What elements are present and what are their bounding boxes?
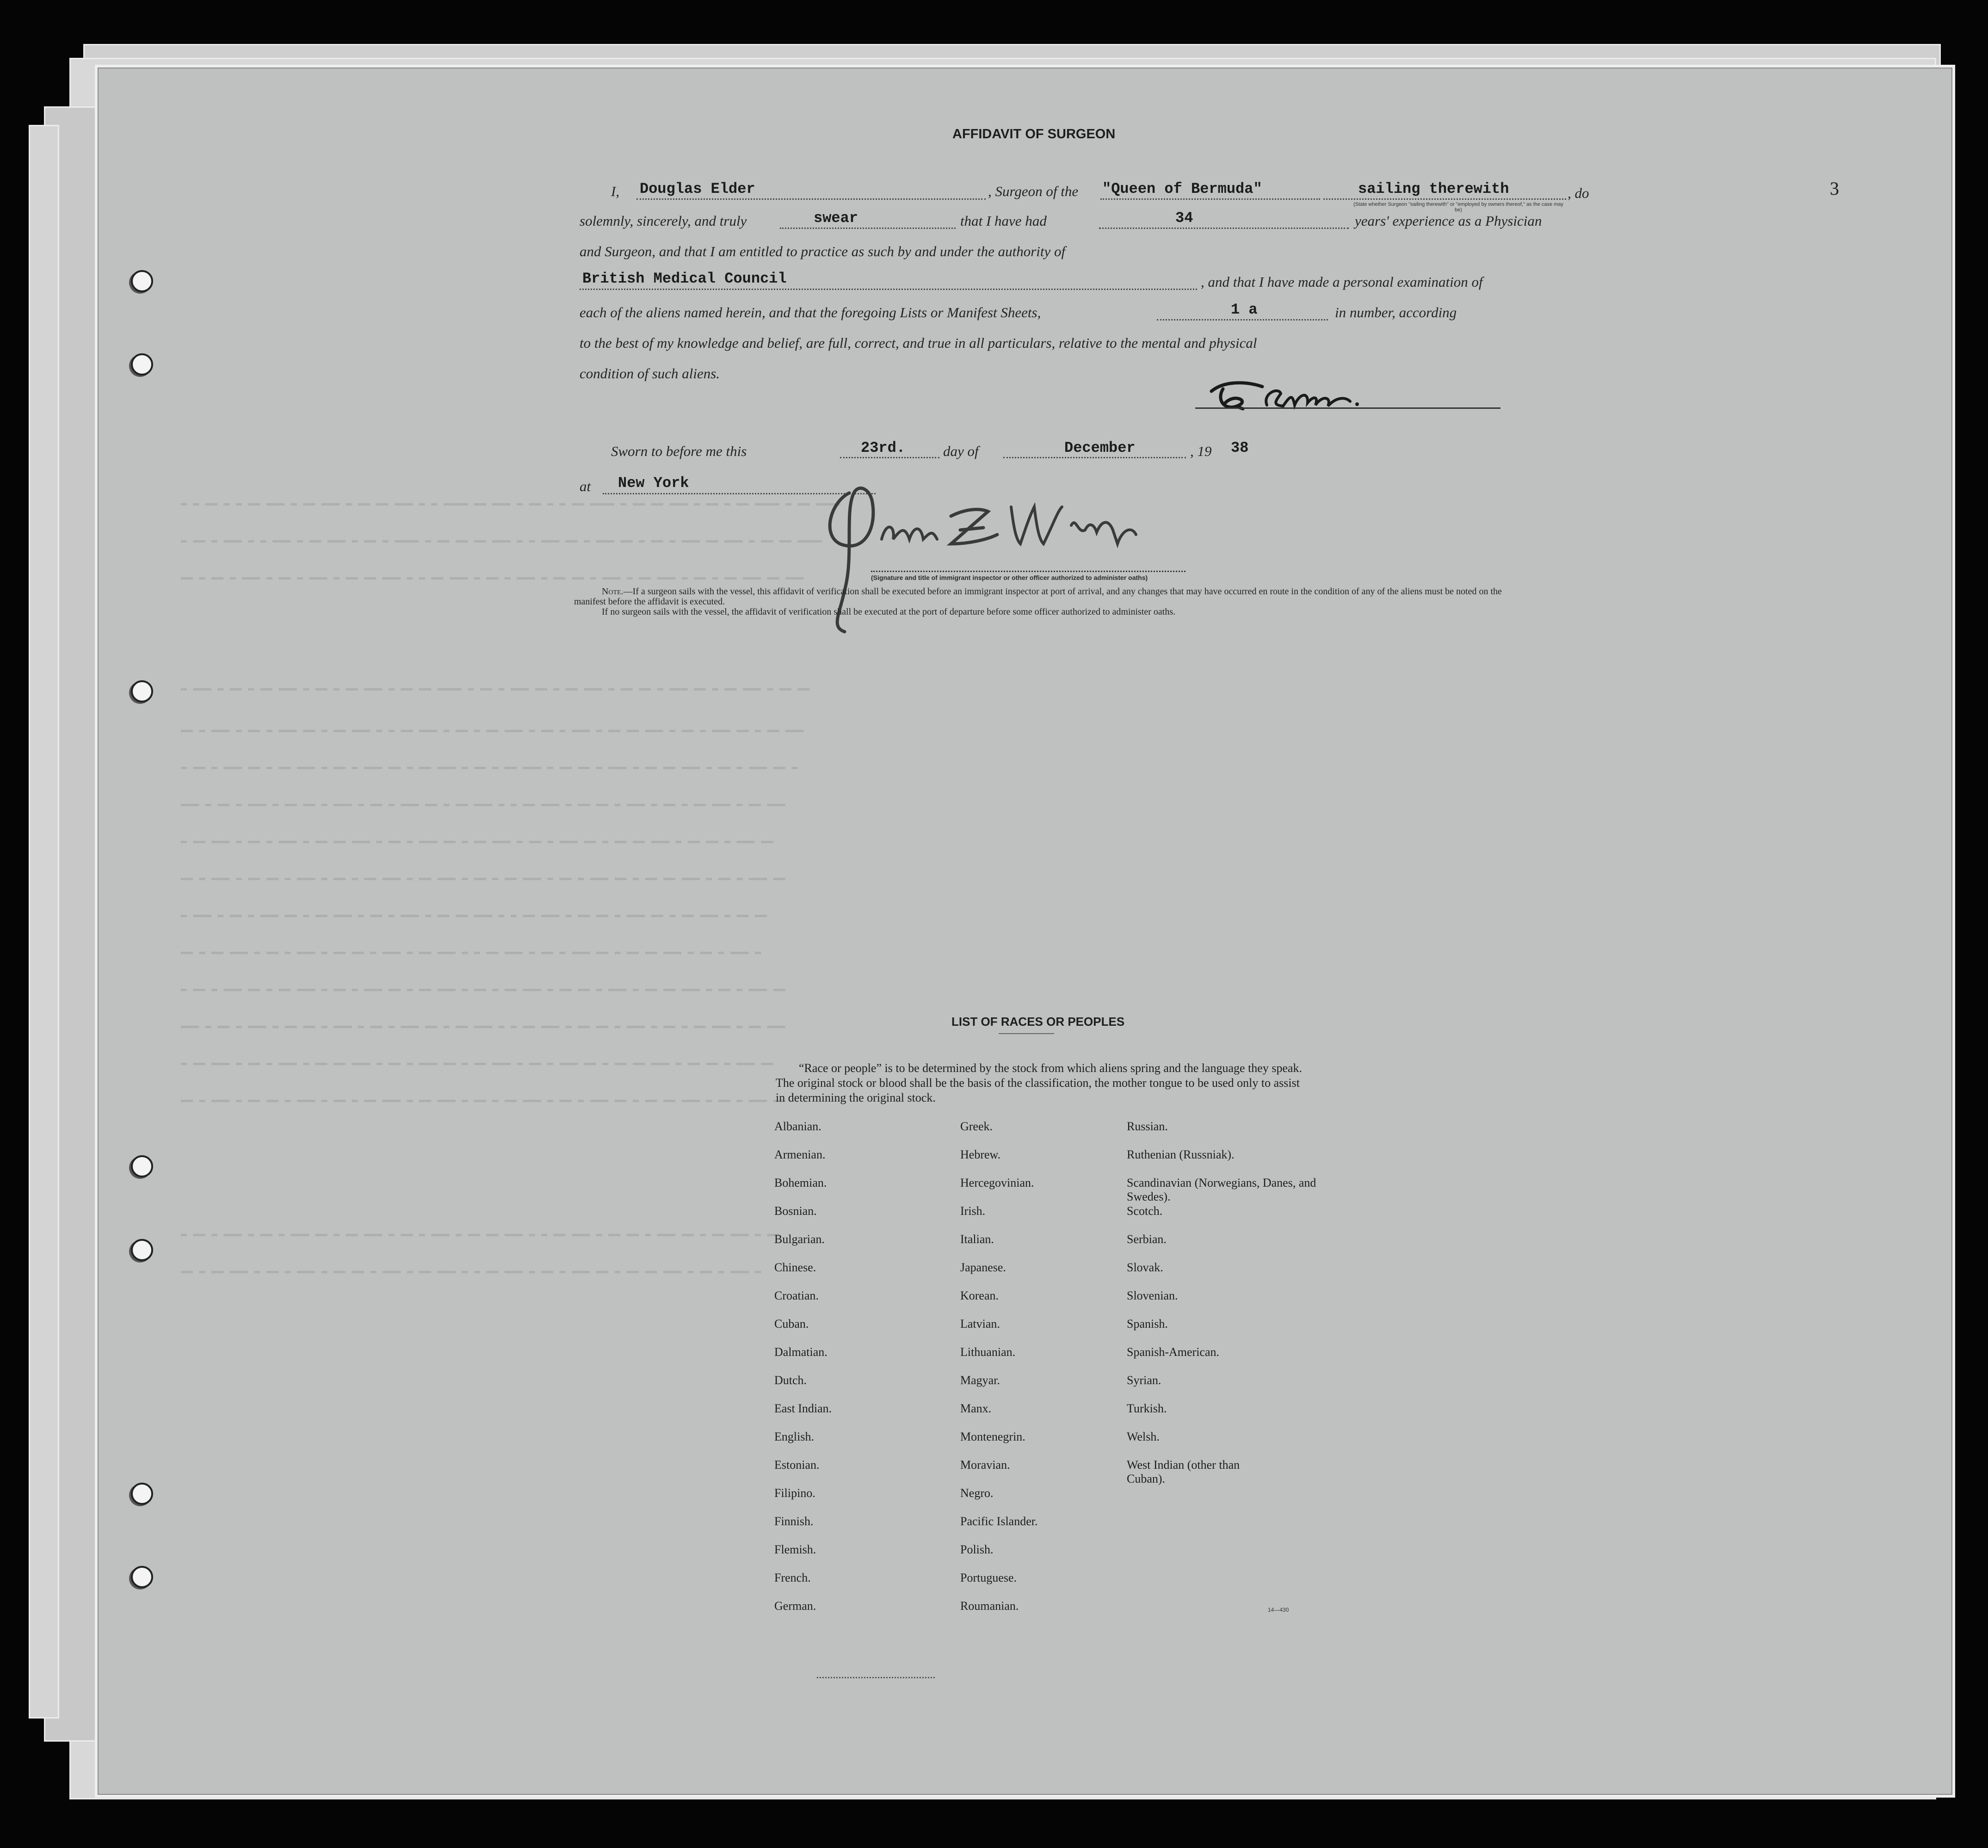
- sworn-text-b: day of: [943, 443, 979, 459]
- races-title-underline: [999, 1033, 1054, 1034]
- race-item: Chinese.: [774, 1261, 816, 1274]
- race-item: Dutch.: [774, 1374, 807, 1387]
- race-item: Dalmatian.: [774, 1345, 827, 1359]
- sworn-text-c: , 19: [1190, 443, 1212, 459]
- affidavit-note: [574, 586, 1531, 617]
- race-item: Serbian.: [1127, 1232, 1167, 1246]
- race-item: Ruthenian (Russniak).: [1127, 1148, 1235, 1161]
- race-item: Hebrew.: [960, 1148, 1001, 1161]
- race-item: Finnish.: [774, 1515, 814, 1528]
- race-item: Latvian.: [960, 1317, 1000, 1331]
- sworn-text-a: Sworn to before me this: [611, 443, 747, 459]
- race-item: Pacific Islander.: [960, 1515, 1038, 1528]
- race-item: Russian.: [1127, 1120, 1168, 1133]
- race-item: Flemish.: [774, 1543, 816, 1556]
- race-item: Turkish.: [1127, 1402, 1167, 1415]
- oath-line: [780, 228, 956, 229]
- affidavit-line2-b: that I have had: [960, 213, 1047, 229]
- form-number: 14—430: [1268, 1607, 1289, 1613]
- race-item: Polish.: [960, 1543, 994, 1556]
- race-item: Lithuanian.: [960, 1345, 1016, 1359]
- surgeon-signature-text: [1245, 387, 1310, 405]
- race-item: Hercegovinian.: [960, 1176, 1034, 1189]
- affidavit-line3: and Surgeon, and that I am entitled to practice as such by and under the authority of: [580, 243, 1066, 259]
- sworn-month[interactable]: December: [1064, 439, 1136, 456]
- race-item: Estonian.: [774, 1458, 820, 1472]
- race-item: Filipino.: [774, 1486, 815, 1500]
- race-item: Magyar.: [960, 1374, 1000, 1387]
- at-label: at: [580, 478, 591, 494]
- binder-hole: [131, 353, 153, 376]
- race-item: Korean.: [960, 1289, 999, 1302]
- surgeon-status[interactable]: sailing therewith: [1358, 180, 1509, 197]
- races-intro: “Race or people” is to be determined by the stock from which aliens spring and the language they speak. The original stock or blood shall be the basis of the classification, the mother tongue to be used only to assist in determining the original stock.: [776, 1061, 1303, 1104]
- affidavit-line2-a: solemnly, sincerely, and truly: [580, 213, 747, 229]
- sworn-place[interactable]: New York: [618, 474, 689, 492]
- race-item: Albanian.: [774, 1120, 821, 1133]
- affidavit-title: AFFIDAVIT OF SURGEON: [952, 127, 1116, 142]
- sworn-day[interactable]: 23rd.: [861, 439, 906, 456]
- affidavit-line6: to the best of my knowledge and belief, are full, correct, and true in all particulars, relative to the mental and physical: [580, 335, 1257, 351]
- affidavit-line4: , and that I have made a personal examination of: [1201, 274, 1483, 290]
- binder-hole: [131, 1483, 153, 1505]
- race-item: Welsh.: [1127, 1430, 1160, 1443]
- race-item: Croatian.: [774, 1289, 819, 1302]
- bottom-dotted-rule: [817, 1677, 935, 1678]
- manifest-sheet: ▬ ▬ ▬▬ ▬ ▬ ▬▬ ▬▬▬ ▬ ▬▬ ▬▬▬ ▬ ▬▬ ▬▬ ▬▬▬ ▬ ▬ ▬▬▬▬ ▬▬ ▬▬▬ ▬ ▬▬ ▬ ▬ ▬▬ ▬▬▬▬ ▬ ▬▬ ▬▬ ▬▬▬ ▬ ▬▬ ▬ ▬▬ ▬▬▬▬ ▬ ▬▬ ▬▬▬▬ ▬ ▬▬ ▬ ▬▬▬ ▬ ▬ ▬▬▬ ▬ ▬▬ ▬▬▬ ▬ ▬▬ ▬ ▬▬▬▬ ▬ ▬▬ ▬▬ ▬▬ ▬▬▬ ▬ ▬ ▬▬▬ ▬▬ ▬ ▬▬▬ ▬▬ ▬ ▬▬ ▬ ▬▬▬ ▬▬ ▬▬▬ ▬ ▬▬ ▬▬ ▬▬▬▬ ▬▬ ▬ ▬▬ ▬ ▬▬▬ ▬ ▬▬ ▬ ▬▬▬ ▬ ▬▬ ▬▬ ▬▬▬ ▬ ▬ ▬▬ ▬▬▬ ▬ ▬▬ ▬ ▬▬▬ ▬ ▬▬ ▬▬ ▬ ▬▬▬ ▬ ▬▬ ▬▬▬ ▬ ▬▬ ▬ ▬▬ ▬▬▬ ▬▬ ▬▬▬ ▬ ▬▬▬ ▬ ▬▬ ▬ ▬▬ ▬▬▬ ▬ ▬▬ ▬ ▬▬ ▬▬▬ ▬ ▬▬ ▬▬ ▬▬▬▬ ▬ ▬▬ ▬ ▬▬▬ ▬▬ ▬ ▬▬ ▬▬▬ ▬ ▬▬ ▬▬ ▬ ▬▬▬ ▬▬ ▬ ▬▬ ▬▬▬ ▬ ▬▬ ▬▬ ▬▬ ▬ ▬▬▬ ▬ ▬▬ ▬ ▬▬▬ ▬▬ ▬ ▬▬ ▬▬▬ ▬ ▬ ▬▬ ▬▬▬ ▬ ▬▬ ▬ ▬▬ ▬▬▬ ▬ ▬▬ ▬ ▬▬▬ ▬ ▬▬ ▬▬ ▬▬▬ ▬ ▬▬ ▬ ▬▬▬ ▬▬ ▬ ▬▬ ▬▬▬ ▬ ▬▬ ▬ ▬▬▬ ▬▬ ▬ ▬▬ ▬▬▬ ▬ ▬▬ ▬ ▬▬▬ ▬▬ ▬ ▬▬ ▬▬▬ ▬ ▬▬ ▬ ▬▬ ▬▬▬ ▬ ▬▬ ▬▬ ▬ ▬▬▬ ▬ ▬▬ ▬▬ ▬▬▬ ▬ ▬▬ ▬ ▬▬▬ ▬▬ ▬ ▬▬▬ ▬ ▬▬ ▬ ▬▬▬ ▬ ▬▬ ▬▬ ▬ ▬▬▬ ▬ ▬▬ ▬ ▬▬▬ ▬▬ ▬ ▬▬ ▬▬▬ ▬ ▬ ▬▬ ▬▬▬ ▬ ▬▬ ▬▬ ▬ ▬▬▬ ▬ ▬▬ ▬ ▬▬ ▬▬▬ ▬ ▬▬ ▬▬▬ ▬ ▬▬ ▬▬▬ ▬ ▬▬ ▬ ▬▬▬ ▬ ▬▬ ▬▬ ▬▬▬ ▬ ▬▬ ▬ ▬▬▬ ▬▬ ▬ ▬▬ ▬▬▬ ▬ ▬▬ ▬ ▬▬▬ ▬▬ ▬ ▬▬ ▬▬ ▬▬▬ ▬ ▬▬ ▬▬ ▬ ▬▬▬ ▬▬ ▬▬ ▬ ▬▬▬ ▬ ▬▬ ▬▬ ▬ ▬▬▬ ▬ ▬▬ ▬ ▬▬ ▬▬▬ ▬ ▬▬ ▬▬▬ ▬ ▬▬ ▬ ▬▬ ▬▬▬ ▬ ▬▬ ▬ ▬▬▬ ▬▬ ▬ ▬▬ ▬▬ ▬▬▬ ▬ ▬▬ ▬ ▬▬▬ ▬▬ ▬ ▬▬▬ ▬ ▬▬ ▬ ▬▬▬ ▬▬ ▬ ▬▬ ▬▬▬ ▬ ▬▬ ▬ ▬▬▬ ▬ ▬▬ ▬▬ ▬▬▬ ▬ ▬ ▬▬ ▬▬▬ ▬ ▬▬ ▬▬ ▬ ▬▬▬ ▬▬ ▬ ▬▬ ▬▬▬ ▬ ▬▬ ▬▬ ▬▬ ▬ ▬▬ ▬▬▬ ▬ ▬▬ ▬ ▬▬▬ ▬ ▬▬ ▬▬ ▬ ▬▬▬ ▬ ▬▬ ▬▬▬ ▬ ▬ ▬▬ ▬▬▬ ▬ ▬▬ ▬ ▬▬▬ ▬▬ ▬ ▬▬ ▬▬ ▬▬▬ ▬ ▬▬ ▬ ▬▬▬ ▬ ▬ ▬▬ ▬ ▬▬▬ ▬▬ ▬ ▬▬ ▬▬▬ ▬ ▬▬ ▬ ▬▬▬ ▬▬ ▬ ▬▬ ▬▬▬ ▬ ▬▬ ▬ ▬▬ ▬▬▬ ▬ ▬▬ ▬▬ ▬ ▬▬▬ ▬ ▬▬ ▬▬ ▬▬▬ ▬ ▬▬ ▬ ▬▬▬ ▬▬ ▬▬▬ ▬ ▬▬ ▬ ▬▬▬ ▬ ▬▬ ▬▬ ▬ ▬▬▬ ▬ ▬▬ ▬ ▬▬▬ ▬▬ ▬ ▬▬ ▬▬▬ ▬ ▬ ▬▬ ▬▬▬ ▬ ▬▬ ▬▬ ▬ ▬▬▬ ▬ ▬▬ ▬ ▬▬ ▬▬▬ ▬ ▬▬ ▬▬▬ ▬ ▬▬ ▬▬▬ ▬ ▬▬ ▬ ▬▬▬ ▬ ▬▬ ▬▬ ▬▬▬ ▬ ▬▬ ▬ ▬▬▬ ▬▬ ▬ ▬▬ ▬▬▬ ▬ ▬▬ ▬ ▬▬▬ ▬▬ ▬ ▬▬ ▬▬ ▬▬▬ ▬ ▬▬ ▬▬ ▬ ▬▬▬ ▬▬ ▬▬ ▬ ▬▬▬ ▬ ▬▬ ▬▬ ▬ ▬▬▬ ▬ ▬▬ ▬ ▬▬ ▬▬▬ ▬ ▬▬ ▬▬▬ ▬ ▬▬ ▬ ▬▬ ▬▬▬ ▬ ▬▬ ▬ ▬▬▬ ▬▬ ▬ ▬▬ ▬▬ ▬▬▬ ▬ ▬▬ ▬ ▬▬▬ ▬▬ ▬ ▬▬ ▬ ▬▬▬ ▬ ▬▬ ▬ ▬▬▬ ▬▬ ▬ ▬▬ ▬▬▬ ▬ ▬▬ ▬ ▬▬▬ ▬ ▬▬ ▬▬ ▬▬▬ ▬ ▬ ▬▬ ▬▬▬ ▬ ▬▬ ▬▬ ▬ ▬▬▬ ▬▬ ▬ ▬▬ ▬▬▬ ▬ ▬▬ ▬▬ ▬ ▬▬ ▬▬▬ ▬ ▬▬ ▬ ▬▬▬ ▬ ▬▬ ▬▬ ▬ ▬▬▬ ▬ ▬▬ ▬▬▬ ▬ ▬ ▬▬ ▬▬▬ ▬ ▬▬ ▬ ▬▬▬ ▬▬ ▬ ▬▬ ▬▬ ▬▬▬ ▬ ▬▬ ▬ ▬▬▬ ▬ 3 AFFIDAVIT OF SURGEON I, Douglas Elder , Surgeon of the "Queen of Bermuda" sailing therewith , do (State whether Surgeon "sailing therewith" or "employed by owners thereof," as the case may be) solemnly, sincerely, and truly swear that I have had 34 years' experience as a Physician and Surgeon, and that I am entitled to practice as such by and under the authority of British Medical Council , and that I have made a personal examination of each of the aliens named herein, and that the foregoing Lists or Manifest Sheets, 1 a in number, according to the best of my knowledge and belief, are full, correct, and true in all particulars, relative to the mental and physical condition of such aliens. Sworn to before me this 23rd. day of December , 19 38 at New York (Signature and title of immigrant inspector or other officer authorized to administer oaths) Note.—If a surgeon sails with the vessel, this affidavit of verification shall be executed before an immigrant inspector at port of arrival, and any changes that may have occurred en route in the condition of any of the aliens must be noted on the manifest before the affidavit is executed. If no surgeon sails with the vessel, the affidavit of verification shall be executed at the port of departure before some officer authorized to administer oaths. LIST OF RACES OR PEOPLES “Race or people” is to be determined by the stock from which aliens spring and the language they speak. The original stock or blood shall be the basis of the classification, the mother tongue to be used only to assist in determining the original stock. Albanian. Armenian. Bohemian. Bosnian. Bulgarian. Chinese. Croatian. Cuban. Dalmatian. Dutch. East Indian. English. Estonian. Filipino. Finnish. Flemish. French. German. Greek. Hebrew. Hercegovinian. Irish. Italian. Japanese. Korean. Latvian. Lithuanian. Magyar. Manx. Montenegrin. Moravian. Negro. Pacific Islander. Polish. Portuguese. Roumanian. Russian. Ruthenian (Russniak). Scandinavian (Norwegians, Danes, and Swedes). Scotch. Serbian. Slovak. Slovenian. Spanish. Spanish-American. Syrian. Turkish. Welsh. West Indian (other than Cuban). 14—430: [95, 65, 1955, 1798]
- status-note: (State whether Surgeon "sailing therewith" or "employed by owners thereof," as the case may be): [1353, 202, 1564, 213]
- affidavit-line5-b: in number, according: [1335, 304, 1457, 320]
- race-item: Portuguese.: [960, 1571, 1017, 1584]
- surgeon-name-line: [636, 198, 986, 200]
- race-item: Manx.: [960, 1402, 992, 1415]
- authority-line: [580, 289, 1197, 290]
- years-line: [1099, 228, 1349, 229]
- races-title: LIST OF RACES OR PEOPLES: [951, 1015, 1125, 1029]
- race-item: German.: [774, 1599, 816, 1613]
- affidavit-line7: condition of such aliens.: [580, 365, 720, 382]
- race-item: Scandinavian (Norwegians, Danes, and Swedes).: [1127, 1176, 1316, 1203]
- back-sheet: [29, 125, 59, 1719]
- page-number: 3: [1830, 178, 1839, 199]
- note-paragraph-2: If no surgeon sails with the vessel, the affidavit of verification shall be executed at the port of departure before some officer authorized to administer oaths.: [602, 607, 1176, 617]
- race-item: Japanese.: [960, 1261, 1006, 1274]
- surgeon-of-label: , Surgeon of the: [988, 183, 1079, 199]
- sheet-count[interactable]: 1 a: [1231, 301, 1258, 318]
- race-item: Scotch.: [1127, 1204, 1163, 1218]
- race-item: Bohemian.: [774, 1176, 827, 1189]
- vessel-name[interactable]: "Queen of Bermuda": [1102, 180, 1262, 197]
- binder-hole: [131, 1155, 153, 1177]
- race-item: Italian.: [960, 1232, 994, 1246]
- officer-signature-line: [871, 571, 1185, 572]
- race-item: Slovak.: [1127, 1261, 1163, 1274]
- race-item: Roumanian.: [960, 1599, 1019, 1613]
- affidavit-line2-c: years' experience as a Physician: [1355, 213, 1542, 229]
- surgeon-name[interactable]: Douglas Elder: [640, 180, 755, 197]
- race-item: Negro.: [960, 1486, 994, 1500]
- affidavit-i: I,: [611, 183, 620, 199]
- affidavit-line5-a: each of the aliens named herein, and that the foregoing Lists or Manifest Sheets,: [580, 304, 1041, 320]
- race-item: Spanish.: [1127, 1317, 1168, 1331]
- race-item: Syrian.: [1127, 1374, 1161, 1387]
- sheets-line: [1157, 319, 1328, 320]
- race-item: West Indian (other than Cuban).: [1127, 1458, 1240, 1485]
- years-experience[interactable]: 34: [1175, 209, 1193, 227]
- surgeon-signature-line: [1195, 407, 1500, 409]
- status-line: [1323, 198, 1566, 200]
- race-item: Bulgarian.: [774, 1232, 825, 1246]
- race-item: Greek.: [960, 1120, 993, 1133]
- race-item: Armenian.: [774, 1148, 826, 1161]
- race-item: English.: [774, 1430, 814, 1443]
- day-line: [840, 457, 939, 458]
- binder-hole: [131, 680, 153, 702]
- affidavit-do: , do: [1568, 185, 1589, 201]
- sworn-year[interactable]: 38: [1231, 439, 1249, 456]
- race-item: East Indian.: [774, 1402, 832, 1415]
- binder-hole: [131, 1566, 153, 1588]
- race-item: Irish.: [960, 1204, 986, 1218]
- officer-signature-text: [884, 530, 987, 546]
- oath-type[interactable]: swear: [814, 209, 858, 227]
- race-item: Spanish-American.: [1127, 1345, 1220, 1359]
- race-item: French.: [774, 1571, 811, 1584]
- note-paragraph-1: —If a surgeon sails with the vessel, this affidavit of verification shall be executed before an immigrant inspector at port of arrival, and any changes that may have occurred en route in the condition of any of the aliens must be noted on the manifest before the affidavit is executed.: [574, 586, 1502, 607]
- race-item: Moravian.: [960, 1458, 1010, 1472]
- month-line: [1003, 457, 1186, 458]
- binder-hole: [131, 270, 153, 292]
- licensing-authority[interactable]: British Medical Council: [582, 270, 787, 287]
- race-item: Bosnian.: [774, 1204, 817, 1218]
- binder-hole: [131, 1239, 153, 1261]
- vessel-line: [1100, 198, 1320, 200]
- race-item: Slovenian.: [1127, 1289, 1178, 1302]
- race-item: Montenegrin.: [960, 1430, 1025, 1443]
- note-label: Note.: [602, 586, 624, 597]
- officer-caption: (Signature and title of immigrant inspector or other officer authorized to administer oaths): [871, 574, 1148, 581]
- race-item: Cuban.: [774, 1317, 809, 1331]
